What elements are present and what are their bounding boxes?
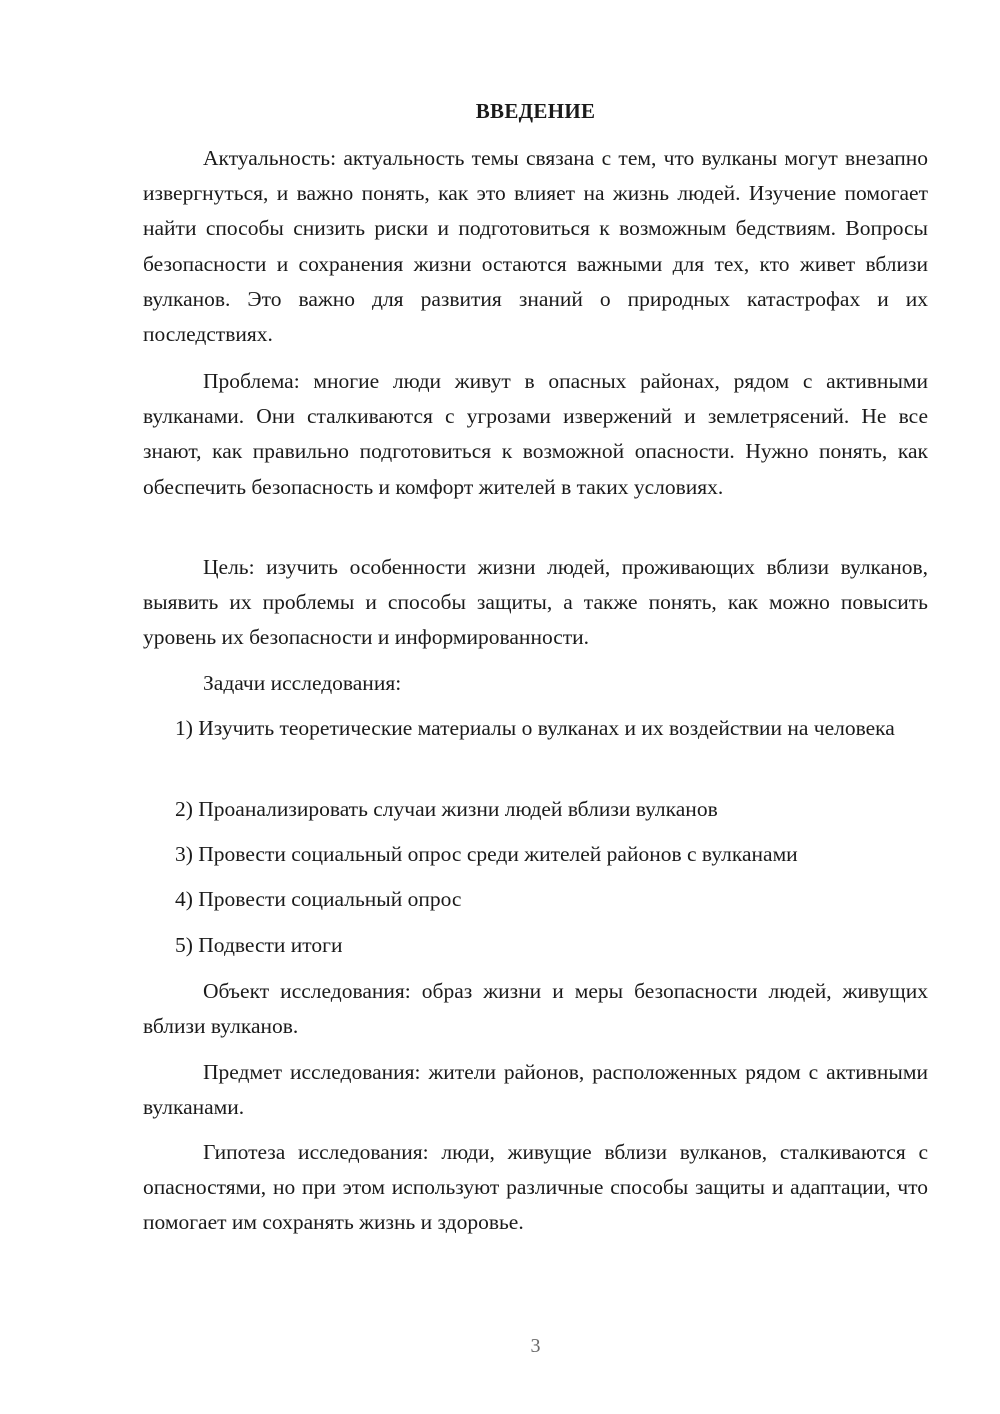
goal-paragraph: Цель: изучить особенности жизни людей, проживающих вблизи вулканов, выявить их проблемы и способы защиты, а также понять, как можно повысить уровень их безопасности и информированности. [143, 555, 928, 650]
task-item-4: 4) Провести социальный опрос [175, 887, 462, 911]
problem-paragraph: Проблема: многие люди живут в опасных районах, рядом с активными вулканами. Они сталкиваются с угрозами извержений и землетрясений. Не все знают, как правильно подготовиться к возможной опасности. Нужно понять, как обеспечить безопасность и комфорт жителей в таких условиях. [143, 369, 928, 499]
task-item-2: 2) Проанализировать случаи жизни людей вблизи вулканов [175, 797, 718, 821]
page-title: ВВЕДЕНИЕ [475, 99, 596, 123]
task-item-1: 1) Изучить теоретические материалы о вулканах и их воздействии на человека [175, 716, 895, 740]
object-paragraph: Объект исследования: образ жизни и меры безопасности людей, живущих вблизи вулканов. [143, 979, 928, 1039]
hypothesis-paragraph: Гипотеза исследования: люди, живущие вблизи вулканов, сталкиваются с опасностями, но при этом используют различные способы защиты и адаптации, что помогает им сохранять жизнь и здоровье. [143, 1140, 928, 1235]
subject-paragraph: Предмет исследования: жители районов, расположенных рядом с активными вулканами. [143, 1060, 928, 1120]
task-item-3: 3) Провести социальный опрос среди жителей районов с вулканами [175, 842, 798, 866]
task-item-5: 5) Подвести итоги [175, 933, 343, 957]
actuality-paragraph: Актуальность: актуальность темы связана с тем, что вулканы могут внезапно извергнуться, и важно понять, как это влияет на жизнь людей. Изучение помогает найти способы снизить риски и подготовиться к возможным бедствиям. Вопросы безопасности и сохранения жизни остаются важными для тех, кто живет вблизи вулканов. Это важно для развития знаний о природных катастрофах и их последствиях. [143, 146, 928, 347]
page-number: 3 [530, 1335, 541, 1357]
tasks-heading: Задачи исследования: [203, 671, 402, 695]
